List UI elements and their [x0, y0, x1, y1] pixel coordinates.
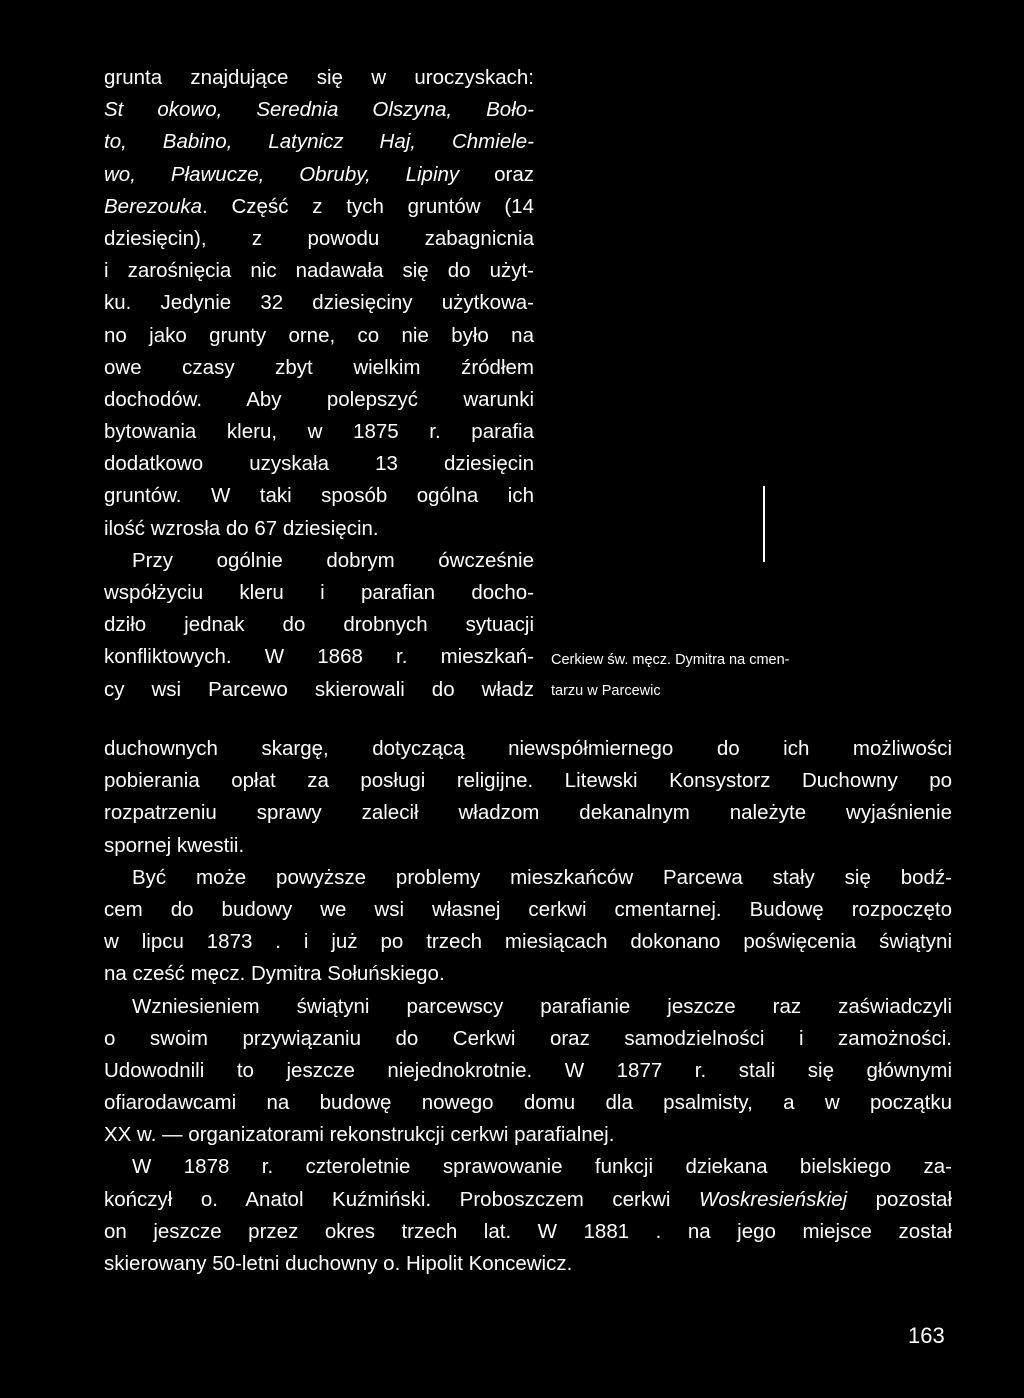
text-run: no jako grunty orne, co nie było na	[104, 323, 534, 347]
text-line	[104, 609, 534, 641]
text-line	[104, 545, 534, 577]
text-run: ofiarodawcami na budowę nowego domu dla psalmisty, a w początku	[104, 1091, 952, 1115]
narrow-text-column	[104, 62, 534, 706]
text-run: dodatkowo uzyskała 13 dziesięcin	[104, 452, 534, 476]
text-line	[104, 733, 952, 765]
text-run: ku. Jedynie 32 dziesięciny użytkowa-	[104, 291, 534, 315]
text-run: cy wsi Parcewo skierowali do władz	[104, 677, 534, 701]
text-run: spornej kwestii.	[104, 833, 245, 857]
text-line	[104, 894, 952, 926]
text-run: i zarośnięcia nic nadawała się do użyt-	[104, 259, 534, 283]
italic-text-run: St okowo, Serednia Olszyna, Boło-	[104, 98, 534, 122]
text-line	[104, 384, 534, 416]
text-run: cem do budowy we wsi własnej cerkwi cmentarnej. Budowę rozpoczęto	[104, 897, 952, 921]
text-line	[104, 926, 952, 958]
text-run: bytowania kleru, w 1875 r. parafia	[104, 420, 534, 444]
text-line	[104, 448, 534, 480]
text-line	[104, 577, 534, 609]
text-run: gruntów. W taki sposób ogólna ich	[104, 484, 534, 508]
italic-text-run: wo, Pławucze, Obruby, Lipiny	[104, 162, 460, 186]
text-line	[104, 765, 952, 797]
caption-line: Cerkiew św. męcz. Dymitra na cmen-	[551, 652, 790, 668]
text-run: Być może powyższe problemy mieszkańców Parcewa stały się bodź-	[132, 865, 952, 889]
text-line	[104, 1055, 952, 1087]
italic-text-run: Woskresieńskiej	[699, 1187, 848, 1211]
text-line	[104, 416, 534, 448]
text-line	[104, 287, 534, 319]
text-line	[104, 352, 534, 384]
text-run: duchownych skargę, dotyczącą niewspółmiernego do ich możliwości	[104, 737, 952, 760]
text-line	[104, 958, 952, 990]
text-line	[104, 513, 534, 545]
image-border-line	[763, 486, 765, 562]
text-line	[104, 1216, 952, 1248]
text-line	[104, 830, 952, 862]
caption-line: tarzu w Parcewic	[551, 683, 661, 699]
text-line	[104, 320, 534, 352]
text-run: dochodów. Aby polepszyć warunki	[104, 387, 534, 411]
text-run: pobierania opłat za posługi religijne. Litewski Konsystorz Duchowny po	[104, 769, 952, 793]
text-line	[104, 1023, 952, 1055]
text-run: rozpatrzeniu sprawy zalecił władzom dekanalnym należyte wyjaśnienie	[104, 801, 952, 825]
italic-text-run: to, Babino, Latynicz Haj, Chmiele-	[104, 130, 534, 154]
text-line	[104, 1119, 952, 1151]
text-line	[104, 1151, 952, 1183]
text-line	[104, 255, 534, 287]
text-line	[104, 797, 952, 829]
full-width-text-column	[104, 733, 952, 1280]
text-run: Przy ogólnie dobrym ówcześnie	[132, 548, 534, 572]
page-number: 163	[908, 1323, 945, 1348]
text-run: Udowodnili to jeszcze niejednokrotnie. W 1877 r. stali się głównymi	[104, 1058, 952, 1082]
text-line	[104, 1184, 952, 1216]
text-run: skierowany 50-letni duchowny o. Hipolit Koncewicz.	[104, 1252, 573, 1275]
text-line	[104, 1248, 952, 1280]
text-line	[104, 159, 534, 191]
text-run: XX w. — organizatorami rekonstrukcji cerkwi parafialnej.	[104, 1123, 615, 1147]
text-run: dziesięcin), z powodu zabagnicnia	[104, 226, 534, 250]
text-line	[104, 126, 534, 158]
text-line	[104, 480, 534, 512]
photo-caption	[551, 645, 951, 707]
text-line	[104, 862, 952, 894]
text-line	[104, 1087, 952, 1119]
text-run: konfliktowych. W 1868 r. mieszkań-	[104, 645, 534, 669]
text-run: grunta znajdujące się w uroczyskach:	[104, 66, 534, 89]
text-run: w lipcu 1873 . i już po trzech miesiącach dokonano poświęcenia świątyni	[104, 930, 952, 954]
italic-text-run: Berezouka	[104, 194, 203, 218]
text-run: pozostał	[847, 1187, 952, 1211]
text-run: owe czasy zbyt wielkim źródłem	[104, 355, 534, 379]
text-run: współżyciu kleru i parafian docho-	[104, 581, 534, 604]
text-run: kończył o. Anatol Kuźmiński. Proboszczem cerkwi	[104, 1187, 699, 1211]
text-run: dziło jednak do drobnych sytuacji	[104, 613, 534, 637]
text-run: Wzniesieniem świątyni parcewscy parafianie jeszcze raz zaświadczyli	[132, 994, 952, 1018]
text-line	[104, 62, 534, 94]
text-line	[104, 991, 952, 1023]
text-run: on jeszcze przez okres trzech lat. W 1881 . na jego miejsce został	[104, 1219, 952, 1243]
text-run: W 1878 r. czteroletnie sprawowanie funkcji dziekana bielskiego za-	[132, 1155, 952, 1179]
text-run: . Część z tych gruntów (14	[202, 194, 534, 218]
text-line	[104, 641, 534, 673]
text-run: o swoim przywiązaniu do Cerkwi oraz samodzielności i zamożności.	[104, 1026, 952, 1050]
text-run: ilość wzrosła do 67 dziesięcin.	[104, 516, 379, 540]
text-line	[104, 223, 534, 255]
text-line	[104, 94, 534, 126]
text-line	[104, 191, 534, 223]
text-run: na cześć męcz. Dymitra Sołuńskiego.	[104, 962, 445, 986]
text-line	[104, 674, 534, 706]
text-run: oraz	[459, 162, 534, 186]
